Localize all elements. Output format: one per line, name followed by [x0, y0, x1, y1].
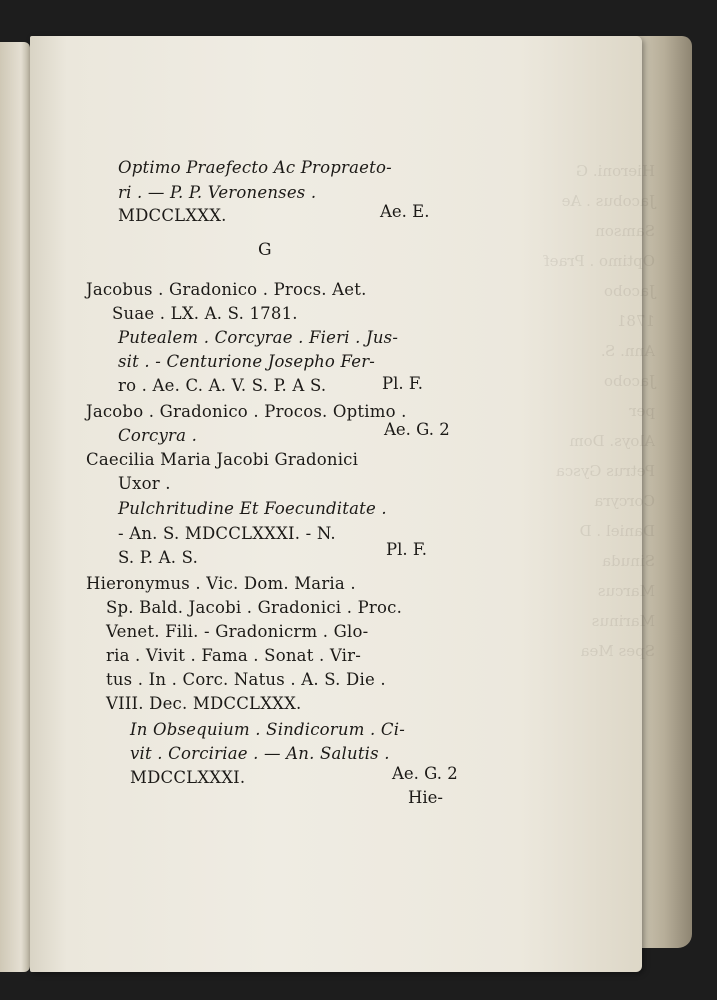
text-line: Pulchritudine Et Foecunditate . — [118, 499, 387, 518]
book-page — [30, 36, 655, 972]
text-line: Uxor . — [118, 474, 171, 493]
reference-mark: Pl. F. — [382, 374, 423, 393]
text-line: Jacobo . Gradonico . Procos. Optimo . — [86, 402, 407, 421]
text-line: ro . Ae. C. A. V. S. P. A S. — [118, 376, 327, 395]
text-line: In Obsequium . Sindicorum . Ci- — [130, 720, 405, 739]
text-line: Corcyra . — [118, 426, 198, 445]
text-line: Jacobus . Gradonico . Procs. Aet. — [86, 280, 367, 299]
text-line: Caecilia Maria Jacobi Gradonici — [86, 450, 359, 469]
reference-mark: Ae. G. 2 — [392, 764, 458, 783]
facing-page-edge — [0, 42, 30, 972]
text-line: tus . In . Corc. Natus . A. S. Die . — [106, 670, 386, 689]
text-line: Suae . LX. A. S. 1781. — [112, 304, 298, 323]
reference-mark: Ae. E. — [380, 202, 430, 221]
text-line: Putealem . Corcyrae . Fieri . Jus- — [118, 328, 399, 347]
text-line: vit . Corciriae . — An. Salutis . — [130, 744, 390, 763]
section-letter: G — [258, 240, 272, 260]
text-line: ria . Vivit . Fama . Sonat . Vir- — [106, 646, 362, 665]
text-line: Hieronymus . Vic. Dom. Maria . — [86, 574, 356, 593]
text-line: MDCCLXXX. — [118, 206, 227, 225]
text-line: Sp. Bald. Jacobi . Gradonici . Proc. — [106, 598, 403, 617]
catchword: Hie- — [408, 788, 444, 807]
show-through-text: Hieroni. G Jacobus . Ae Samson Optimo . Praef Jacobo 1781 Ann. S. Jacobo Aloys. Dom Petrus Gysca Corcyra Daniel . D Sinuda Marcus Marinus Spes Mea — [544, 162, 655, 660]
text-line: sit . - Centurione Josepho Fer- — [118, 352, 376, 371]
text-line: MDCCLXXXI. — [130, 768, 246, 787]
text-line: Optimo Praefecto Ac Propraeto- — [118, 158, 392, 177]
text-line: ri . — P. P. Veronenses . — [118, 183, 317, 202]
reference-mark: Pl. F. — [386, 540, 427, 559]
text-line: Venet. Fili. - Gradonicrm . Glo- — [106, 622, 369, 641]
text-line: S. P. A. S. — [118, 548, 199, 567]
text-line: VIII. Dec. MDCCLXXX. — [106, 694, 302, 713]
reference-mark: Ae. G. 2 — [384, 420, 450, 439]
text-line: - An. S. MDCCLXXXI. - N. — [118, 524, 336, 543]
